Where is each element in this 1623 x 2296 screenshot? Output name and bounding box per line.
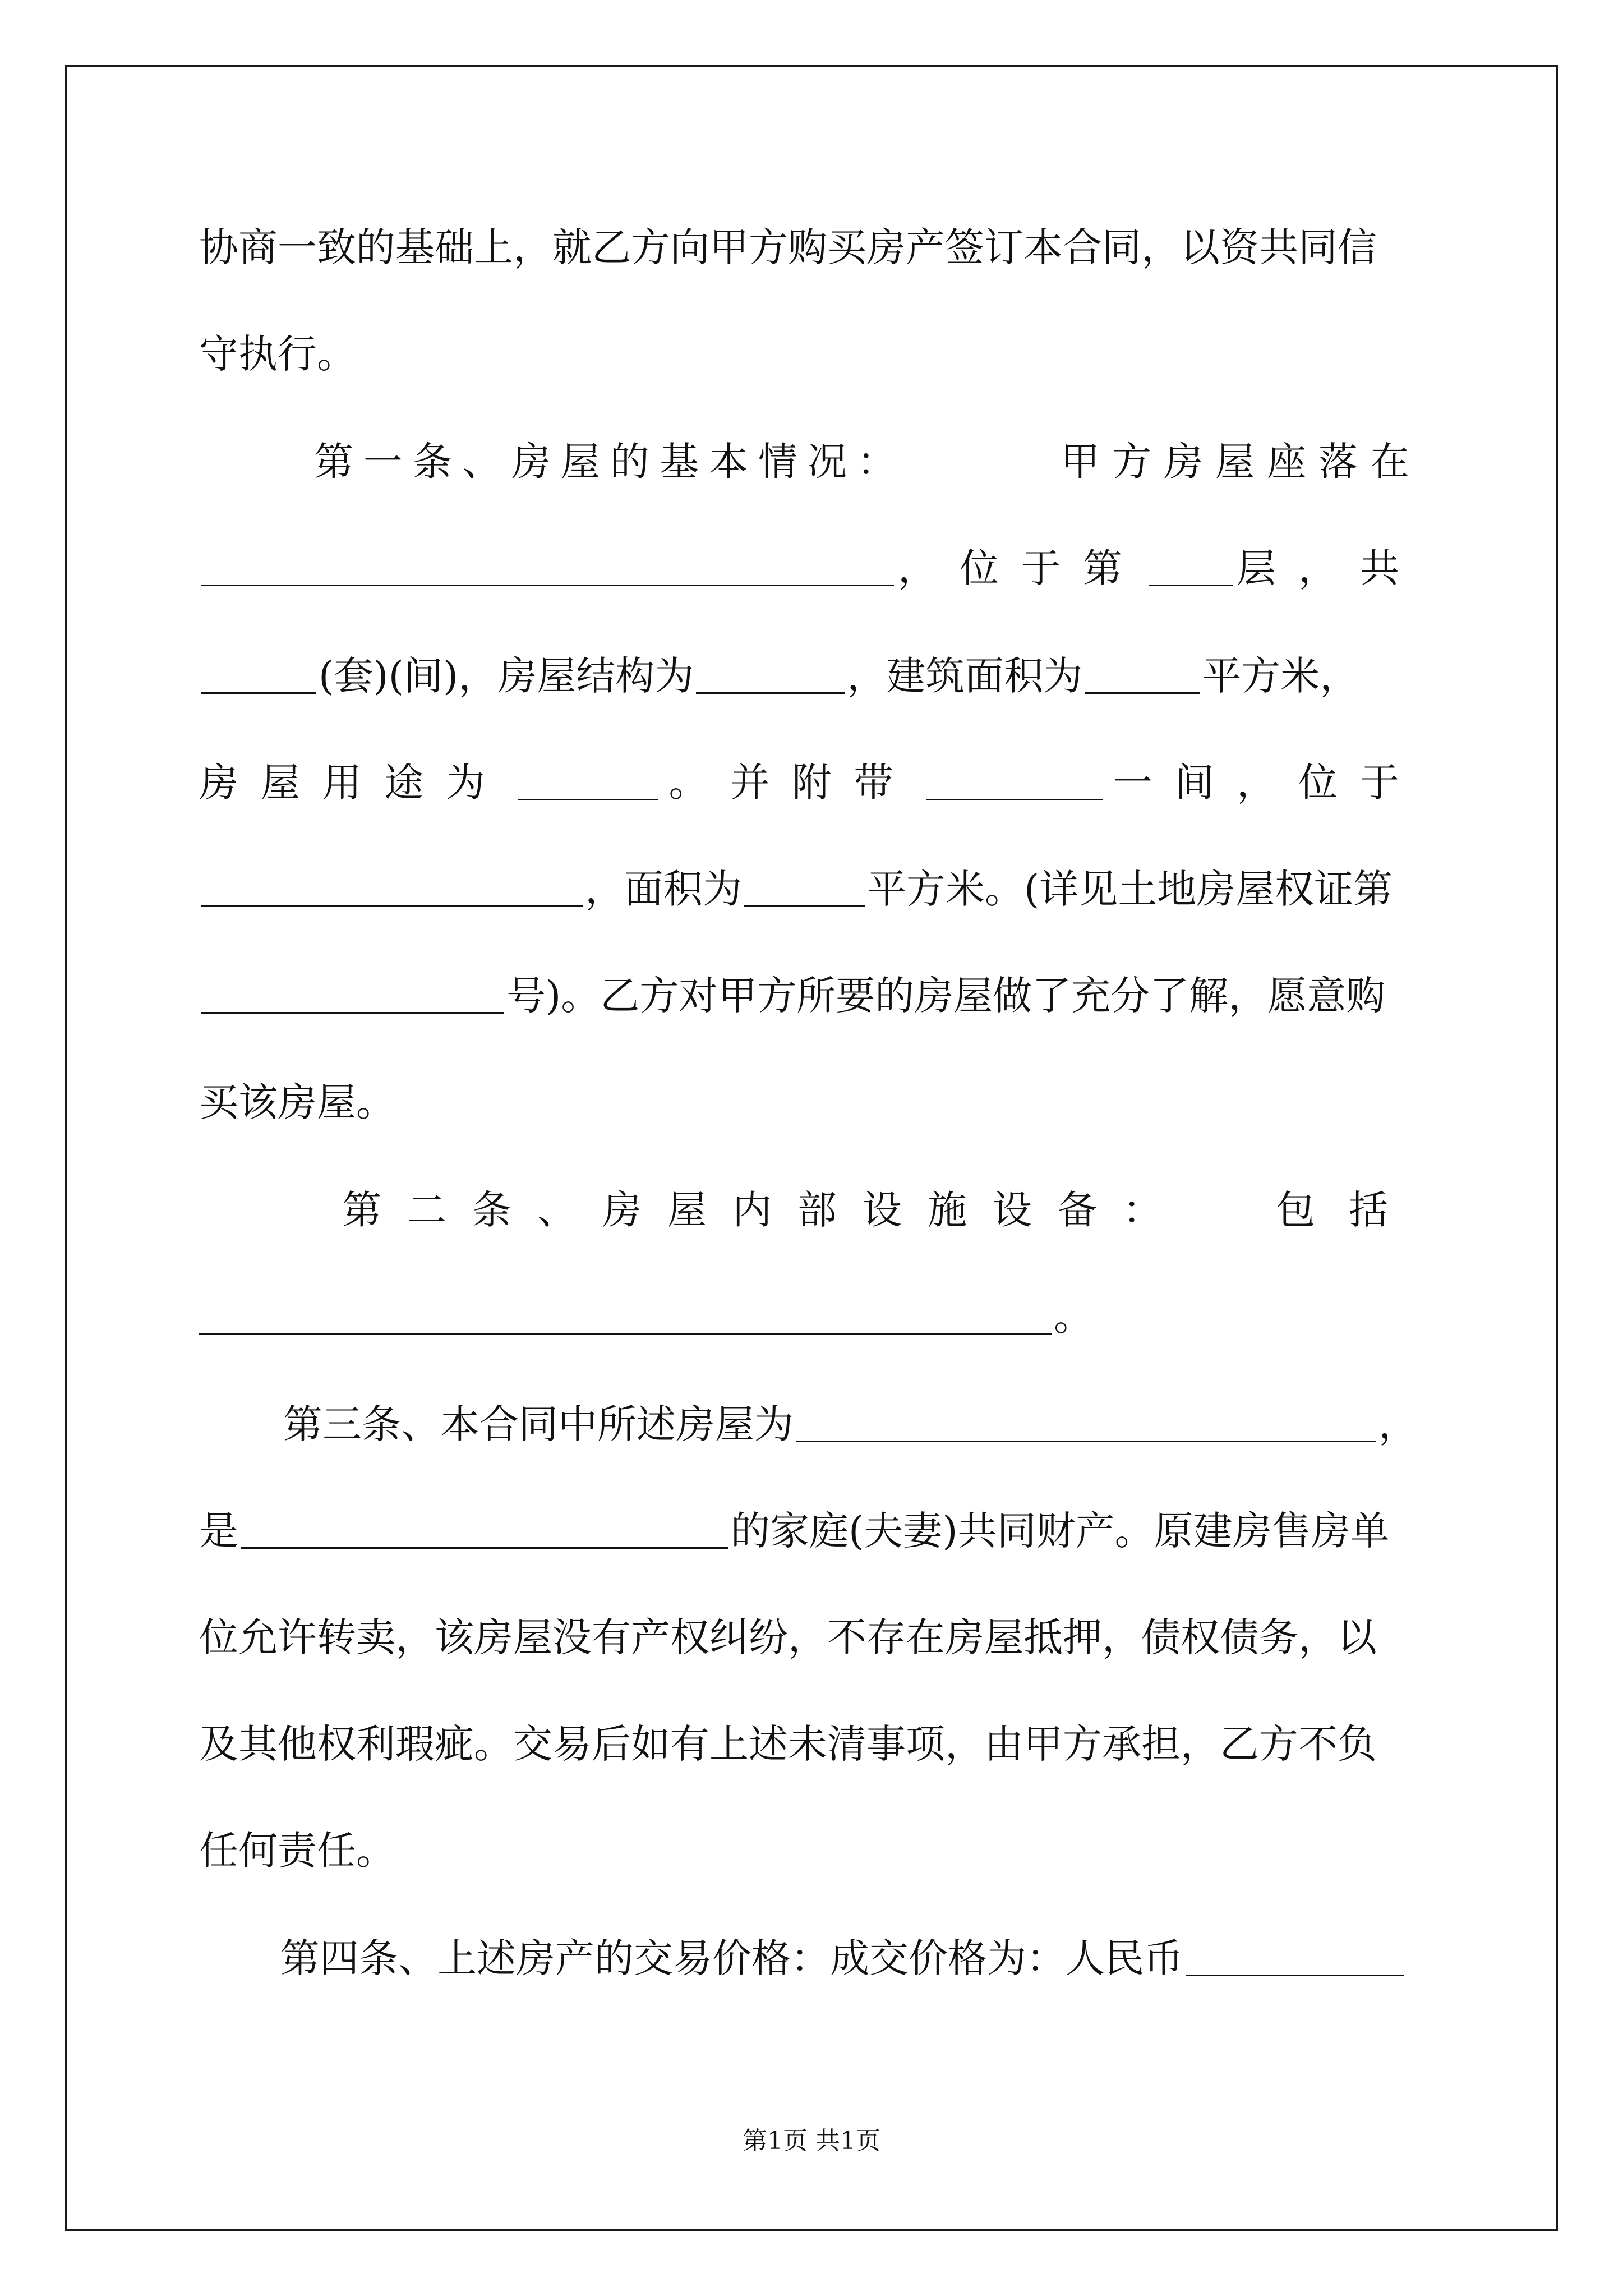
text: 第三条、本合同中所述房屋为: [283, 1401, 794, 1447]
text: ，面积为: [585, 866, 742, 912]
fill-blank[interactable]: [199, 1299, 1052, 1335]
text: 协商一致的基础上，就乙方向甲方购买房产签订本合同，以资共同信: [199, 224, 1377, 270]
text: 及其他权利瑕疵。交易后如有上述未清事项，由甲方承担，乙方不负: [199, 1721, 1377, 1767]
text: 第四条、上述房产的交易价格：成交价格为：人民币: [280, 1935, 1183, 1981]
fill-blank[interactable]: [1149, 551, 1233, 586]
paragraph-line: [199, 858, 1422, 920]
text: 甲方房屋座落在: [1061, 439, 1422, 485]
fill-blank[interactable]: [744, 872, 865, 907]
text: 层，共: [1237, 545, 1422, 591]
text: 号)。乙方对甲方所要的房屋做了充分了解，愿意购: [506, 973, 1386, 1019]
text: 的家庭(夫妻)共同财产。原建房售房单: [731, 1508, 1390, 1554]
text: ，建筑面积为: [847, 653, 1083, 699]
fill-blank[interactable]: [696, 659, 845, 694]
paragraph-line: [199, 645, 1422, 707]
article-2-heading: [199, 1179, 1422, 1241]
fill-blank[interactable]: [1085, 659, 1200, 694]
fill-blank[interactable]: [1186, 1941, 1404, 1976]
paragraph-line: [199, 1500, 1422, 1562]
paragraph-line: [199, 1071, 1422, 1133]
fill-blank[interactable]: [201, 978, 504, 1014]
fill-blank[interactable]: [201, 872, 583, 907]
fill-blank[interactable]: [241, 1513, 728, 1549]
fill-blank[interactable]: [201, 659, 316, 694]
article-1-heading: [199, 431, 1422, 493]
text: (套)(间)，房屋结构为: [319, 653, 694, 699]
text: 。并附带: [668, 760, 916, 806]
text: 位允许转卖，该房屋没有产权纠纷，不存在房屋抵押，债权债务，以: [199, 1614, 1377, 1660]
fill-blank[interactable]: [518, 765, 658, 800]
paragraph-line: [199, 752, 1422, 813]
text: 。: [1054, 1294, 1093, 1340]
text: 一间，位于: [1113, 760, 1422, 806]
text: 平方米。(详见土地房屋权证第: [867, 866, 1393, 912]
paragraph-line: [199, 965, 1422, 1027]
article-3-heading: [199, 1393, 1455, 1455]
article-4-heading: [199, 1927, 1422, 1989]
fill-blank[interactable]: [926, 765, 1103, 800]
text: 包括: [1276, 1187, 1422, 1233]
text: ，位于第: [898, 545, 1145, 591]
text: 任何责任。: [199, 1828, 395, 1874]
text: 平方米，: [1202, 653, 1359, 699]
paragraph-line: [199, 217, 1422, 278]
paragraph-line: [199, 1607, 1422, 1668]
paragraph-line: [199, 1286, 1422, 1347]
fill-blank[interactable]: [796, 1407, 1376, 1442]
paragraph-line: [199, 1820, 1422, 1881]
paragraph-line: [199, 1713, 1422, 1775]
text: 第一条、房屋的基本情况：: [314, 439, 906, 485]
fill-blank[interactable]: [201, 551, 894, 586]
page-footer: 第1页 共1页: [743, 2127, 880, 2155]
text: 买该房屋。: [199, 1079, 395, 1125]
page-border: [65, 65, 1558, 2231]
text: 守执行。: [199, 331, 356, 377]
text: 房屋用途为: [199, 760, 508, 806]
paragraph-line: [199, 537, 1422, 599]
paragraph-line: [199, 323, 1422, 385]
text: 第二条、房屋内部设施设备：: [342, 1187, 1188, 1233]
text: 是: [199, 1508, 238, 1554]
text: ，: [1378, 1401, 1418, 1447]
